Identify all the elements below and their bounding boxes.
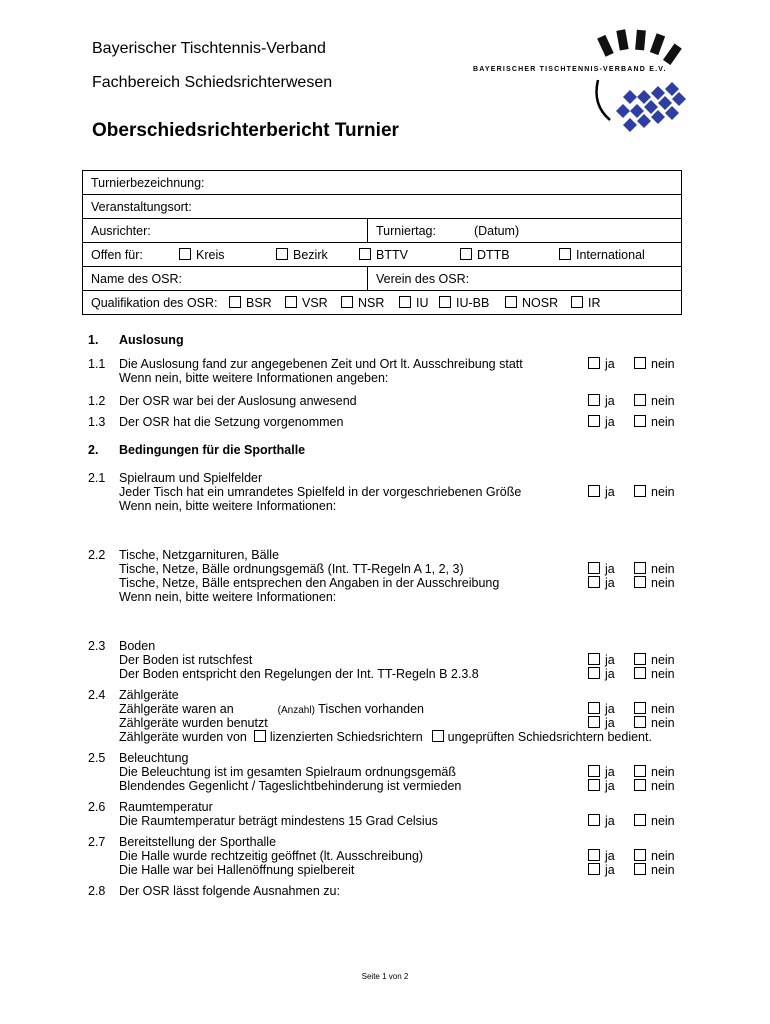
checkbox-icon[interactable]	[460, 248, 472, 260]
yes-option[interactable]: ja	[588, 485, 615, 499]
veranstaltungsort-field[interactable]	[83, 195, 682, 219]
name-osr-field[interactable]	[83, 267, 368, 291]
checkbox-icon[interactable]	[285, 296, 297, 308]
no-option[interactable]: nein	[634, 765, 675, 779]
no-option[interactable]: nein	[634, 394, 675, 408]
no-option[interactable]: nein	[634, 485, 675, 499]
no-option[interactable]: nein	[634, 576, 675, 590]
checkbox-icon[interactable]	[588, 357, 600, 369]
yes-option[interactable]: ja	[588, 765, 615, 779]
checkbox-icon[interactable]	[634, 814, 646, 826]
checkbox-icon[interactable]	[588, 485, 600, 497]
turnierbezeichnung-label: Turnierbezeichnung:	[91, 175, 205, 190]
checkbox-icon[interactable]	[559, 248, 571, 260]
checkbox-icon[interactable]	[179, 248, 191, 260]
checkbox-icon[interactable]	[634, 667, 646, 679]
checkbox-icon[interactable]	[588, 716, 600, 728]
qual-option-iu-bb[interactable]: IU-BB	[439, 296, 489, 310]
checkbox-icon[interactable]	[399, 296, 411, 308]
no-option[interactable]: nein	[634, 415, 675, 429]
checkbox-icon[interactable]	[276, 248, 288, 260]
offen-option-bttv[interactable]: BTTV	[359, 248, 408, 262]
verein-osr-field[interactable]	[368, 267, 682, 291]
checkbox-icon[interactable]	[634, 357, 646, 369]
checkbox-icon[interactable]	[634, 562, 646, 574]
org-name: Bayerischer Tischtennis-Verband	[92, 40, 326, 57]
qual-option-vsr[interactable]: VSR	[285, 296, 328, 310]
checkbox-icon[interactable]	[588, 667, 600, 679]
checkbox-icon[interactable]	[588, 415, 600, 427]
offen-option-international[interactable]: International	[559, 248, 645, 262]
checkbox-icon[interactable]	[634, 863, 646, 875]
qual-option-nosr[interactable]: NOSR	[505, 296, 558, 310]
yes-option[interactable]: ja	[588, 653, 615, 667]
checkbox-icon[interactable]	[505, 296, 517, 308]
yes-option[interactable]: ja	[588, 394, 615, 408]
checkbox-icon[interactable]	[588, 394, 600, 406]
checkbox-icon[interactable]	[588, 849, 600, 861]
no-option[interactable]: nein	[634, 716, 675, 730]
checkbox-icon[interactable]	[634, 653, 646, 665]
no-option[interactable]: nein	[634, 863, 675, 877]
no-option[interactable]: nein	[634, 667, 675, 681]
yes-option[interactable]: ja	[588, 576, 615, 590]
qual-option-bsr[interactable]: BSR	[229, 296, 272, 310]
ausrichter-field[interactable]	[83, 219, 368, 243]
yes-option[interactable]: ja	[588, 779, 615, 793]
logo-text: BAYERISCHER TISCHTENNIS-VERBAND E.V.	[473, 66, 667, 73]
qualifikation-label: Qualifikation des OSR:	[91, 295, 218, 310]
yes-option[interactable]: ja	[588, 716, 615, 730]
offen-fuer-label: Offen für:	[91, 247, 143, 262]
turnierbezeichnung-field[interactable]	[83, 171, 682, 195]
yes-option[interactable]: ja	[588, 702, 615, 716]
checkbox-icon[interactable]	[634, 394, 646, 406]
qual-option-iu[interactable]: IU	[399, 296, 429, 310]
qualifikation-row	[83, 291, 682, 315]
qual-option-ir[interactable]: IR	[571, 296, 601, 310]
page-title: Oberschiedsrichterbericht Turnier	[92, 120, 399, 141]
checkbox-icon[interactable]	[432, 730, 444, 742]
yes-option[interactable]: ja	[588, 814, 615, 828]
no-option[interactable]: nein	[634, 702, 675, 716]
checkbox-icon[interactable]	[588, 576, 600, 588]
checkbox-icon[interactable]	[439, 296, 451, 308]
checkbox-icon[interactable]	[588, 863, 600, 875]
no-option[interactable]: nein	[634, 849, 675, 863]
offen-fuer-row	[83, 243, 682, 267]
ausrichter-label: Ausrichter:	[91, 223, 151, 238]
offen-option-bezirk[interactable]: Bezirk	[276, 248, 328, 262]
offen-option-kreis[interactable]: Kreis	[179, 248, 224, 262]
checkbox-icon[interactable]	[634, 485, 646, 497]
tournament-info-table	[82, 170, 682, 315]
checkbox-icon[interactable]	[341, 296, 353, 308]
checkbox-icon[interactable]	[634, 765, 646, 777]
checkbox-icon[interactable]	[634, 576, 646, 588]
checkbox-icon[interactable]	[588, 562, 600, 574]
yes-option[interactable]: ja	[588, 357, 615, 371]
checkbox-icon[interactable]	[634, 716, 646, 728]
checkbox-icon[interactable]	[588, 779, 600, 791]
checkbox-icon[interactable]	[588, 702, 600, 714]
offen-option-dttb[interactable]: DTTB	[460, 248, 510, 262]
yes-option[interactable]: ja	[588, 562, 615, 576]
checkbox-icon[interactable]	[634, 849, 646, 861]
datum-label: (Datum)	[473, 223, 520, 238]
bttv-logo	[470, 20, 700, 140]
yes-option[interactable]: ja	[588, 849, 615, 863]
yes-option[interactable]: ja	[588, 415, 615, 429]
yes-option[interactable]: ja	[588, 667, 615, 681]
no-option[interactable]: nein	[634, 814, 675, 828]
no-option[interactable]: nein	[634, 562, 675, 576]
turniertag-field[interactable]	[368, 219, 682, 243]
verein-osr-label: Verein des OSR:	[376, 271, 470, 286]
no-option[interactable]: nein	[634, 653, 675, 667]
qual-option-nsr[interactable]: NSR	[341, 296, 384, 310]
veranstaltungsort-label: Veranstaltungsort:	[91, 199, 192, 214]
no-option[interactable]: nein	[634, 779, 675, 793]
checkbox-icon[interactable]	[634, 415, 646, 427]
checkbox-icon[interactable]	[588, 765, 600, 777]
yes-option[interactable]: ja	[588, 863, 615, 877]
checkbox-icon[interactable]	[359, 248, 371, 260]
page-number: Seite 1 von 2	[361, 972, 409, 981]
name-osr-label: Name des OSR:	[91, 271, 183, 286]
no-option[interactable]: nein	[634, 357, 675, 371]
checkbox-icon[interactable]	[588, 814, 600, 826]
checkbox-icon[interactable]	[634, 702, 646, 714]
department-name: Fachbereich Schiedsrichterwesen	[92, 74, 333, 91]
turniertag-label: Turniertag:	[376, 223, 436, 238]
checkbox-icon[interactable]	[634, 779, 646, 791]
checkbox-icon[interactable]	[588, 653, 600, 665]
checkbox-icon[interactable]	[571, 296, 583, 308]
checkbox-icon[interactable]	[229, 296, 241, 308]
checkbox-icon[interactable]	[254, 730, 266, 742]
